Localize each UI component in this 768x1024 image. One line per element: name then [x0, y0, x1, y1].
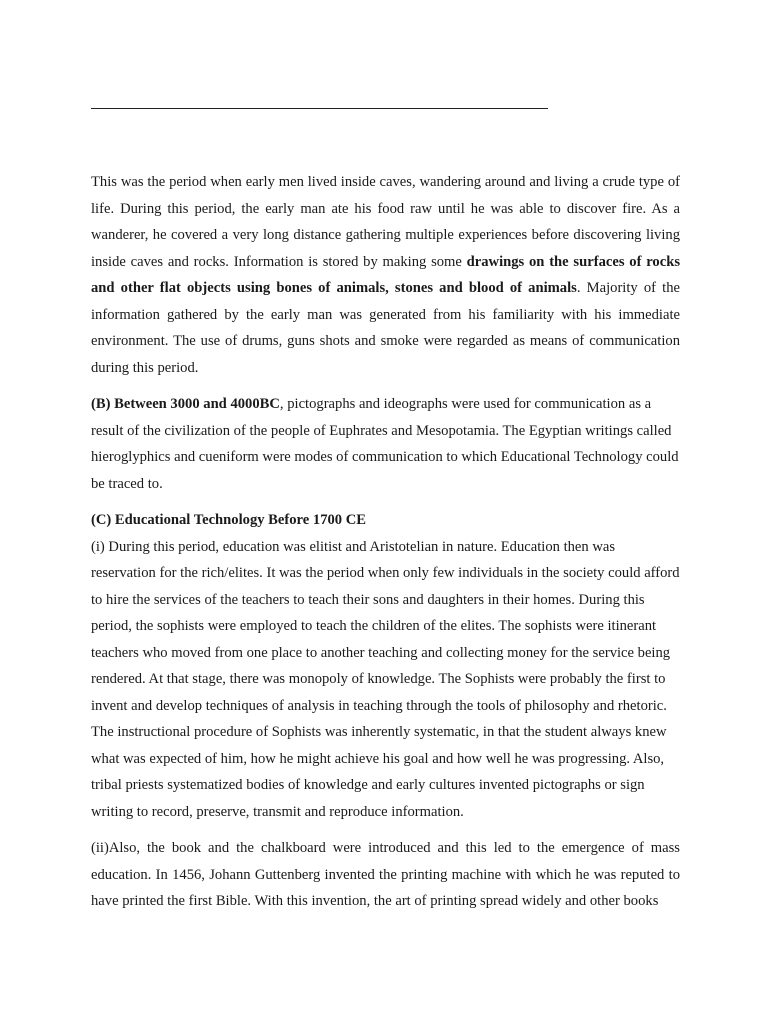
- document-body: [91, 169, 680, 915]
- header-rule: [91, 108, 548, 109]
- section-c-paragraph-ii: (ii)Also, the book and the chalkboard were introduced and this led to the emergence of mass education. In 1456, Johann Guttenberg invented the printing machine with which he was reputed to have printed the first Bible. With this invention, the art of printing spread widely and other books: [91, 840, 680, 909]
- section-c-heading: [91, 507, 680, 534]
- paragraph-cave-period: [91, 169, 680, 381]
- paragraph-cave-period-bold: drawings on the surfaces of rocks and other flat objects using bones of animals, stones and blood of animals: [91, 253, 680, 296]
- paragraph-section-b: [91, 391, 680, 497]
- section-b-heading: (B) Between 3000 and 4000BC: [91, 396, 280, 412]
- paragraph-cave-period-text-2: . Majority of the information gathered by the early man was generated from his familiarity with his immediate environment. The use of drums, guns shots and smoke were regarded as means of communication during this period.: [91, 280, 680, 376]
- paragraph-cave-period-text-1: This was the period when early men lived inside caves, wandering around and living a crude type of life. During this period, the early man ate his food raw until he was able to discover fire. As a wanderer, he covered a very long distance gathering multiple experiences before discovering living inside caves and rocks. Information is stored by making some: [91, 174, 680, 270]
- section-c-paragraph-i: (i) During this period, education was elitist and Aristotelian in nature. Education then was reservation for the rich/elites. It was the period when only few individuals in the society could afford to hire the services of the teachers to teach their sons and daughters in their homes. During this period, the sophists were employed to teach the children of the elites. The sophists were itinerant teachers who moved from one place to another teaching and collecting money for the service being rendered. At that stage, there was monopoly of knowledge. The Sophists were probably the first to invent and develop techniques of analysis in teaching through the tools of philosophy and rhetoric. The instructional procedure of Sophists was inherently systematic, in that the student always knew what was expected of him, how he might achieve his goal and how well he was progressing. Also, tribal priests systematized bodies of knowledge and early cultures invented pictographs or sign writing to record, preserve, transmit and reproduce information.: [91, 538, 680, 820]
- section-b-text: , pictographs and ideographs were used for communication as a result of the civilization of the people of Euphrates and Mesopotamia. The Egyptian writings called hieroglyphics and cueniform were modes of communication to which Educational Technology could be traced to.: [91, 396, 679, 492]
- section-c-heading-text: (C) Educational Technology Before 1700 CE: [91, 512, 367, 528]
